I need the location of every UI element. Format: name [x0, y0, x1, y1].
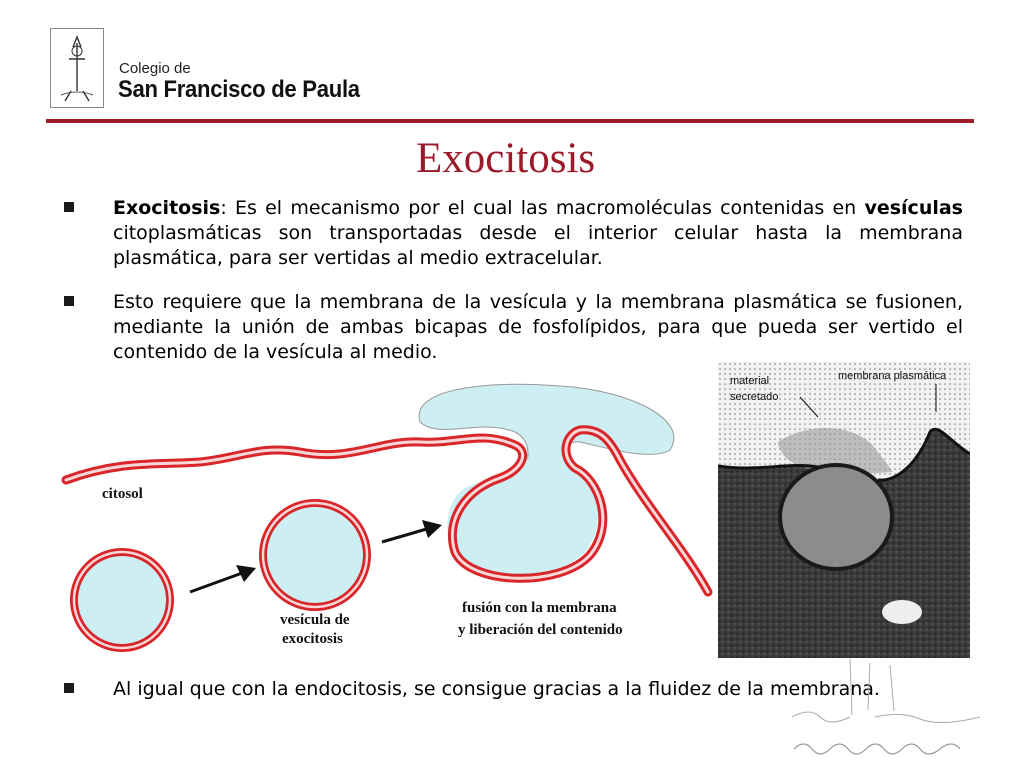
paragraph-fluidity: Al igual que con la endocitosis, se consigue gracias a la fluidez de la membrana.: [113, 678, 880, 700]
school-logo: [50, 28, 104, 108]
label-cytosol: citosol: [102, 486, 143, 502]
slide-title: Exocitosis: [416, 135, 596, 182]
bullet-marker: [64, 202, 74, 212]
exocytosis-diagram: [60, 370, 720, 660]
definition-text-b: citoplasmáticas son transportadas desde el interior celular hasta la membrana plasmática, para ser vertidas al medio extracelular.: [113, 222, 963, 269]
paragraph-definition: [113, 196, 963, 271]
vesicle-image: [780, 465, 892, 569]
bullet-marker: [64, 296, 74, 306]
label-fusion-2: y liberación del contenido: [458, 622, 623, 638]
term-exocitosis: Exocitosis: [113, 197, 221, 219]
label-fusion-1: fusión con la membrana: [462, 600, 617, 616]
school-name-line2: San Francisco de Paula: [118, 76, 360, 103]
school-name-line1: Colegio de: [119, 60, 191, 77]
handwriting-decoration: [790, 655, 990, 763]
label-material-1: material: [730, 375, 770, 387]
header-divider: [46, 119, 974, 123]
arrow-icon: [190, 572, 245, 592]
label-plasma-membrane: membrana plasmática: [838, 370, 947, 382]
bullet-marker: [64, 683, 74, 693]
definition-text-a: : Es el mecanismo por el cual las macromoléculas contenidas en: [220, 197, 865, 219]
arrow-icon: [382, 528, 430, 542]
electron-micrograph: [718, 362, 970, 658]
term-vesiculas: vesículas: [864, 197, 963, 219]
paragraph-fusion: Esto requiere que la membrana de la vesícula y la membrana plasmática se fusionen, mediante la unión de ambas bicapas de fosfolípidos, para que pueda ser vertido el contenido de la vesícula al medio.: [113, 291, 963, 363]
label-vesicle-1: vesícula de: [280, 612, 350, 628]
label-material-2: secretado: [730, 391, 779, 403]
label-vesicle-2: exocitosis: [282, 631, 343, 647]
